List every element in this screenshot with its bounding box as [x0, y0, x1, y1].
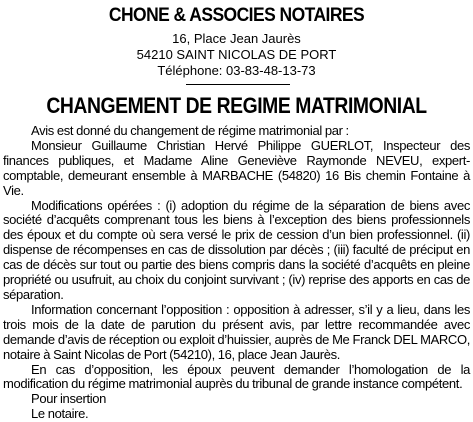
address-street: 16, Place Jean Jaurès — [172, 31, 301, 46]
notice-paragraph-homologation: En cas d’opposition, les époux peuvent demander l’homologation de la modification du régime matrimonial auprès du tribunal de grande instance compétent. — [3, 361, 470, 392]
header-divider — [186, 84, 290, 85]
address-city: 54210 SAINT NICOLAS DE PORT — [136, 47, 337, 62]
address-phone: Téléphone: 03-83-48-13-73 — [157, 63, 316, 78]
notary-office-name: CHONE & ASSOCIES NOTAIRES — [108, 5, 365, 26]
notice-body — [3, 124, 470, 422]
notice-headline: CHANGEMENT DE REGIME MATRIMONIAL — [46, 93, 427, 118]
notice-paragraph-intro: Avis est donné du changement de régime matrimonial par : — [31, 123, 349, 138]
notice-paragraph-parties: Monsieur Guillaume Christian Hervé Philippe GUERLOT, Inspecteur des finances publiques, et Madame Aline Geneviève Raymonde NEVEU, expert-comptable, demeurant ensemble à MARBACHE (54820) 16 Bis chemin Fontaine à Vie. — [3, 137, 470, 198]
closing-insertion: Pour insertion — [31, 391, 107, 407]
notice-paragraph-modifications: Modifications opérées : (i) adoption du régime de la séparation de biens avec société d’acquêts comprenant tous les biens à l’exception des biens professionnels des époux et du compte où sera versé le prix de cession d’un bien professionnel. (ii) dispense de récompenses en cas de dissolution par décès ; (iii) faculté de préciput en cas de décès sur tout ou partie des biens compris dans la société d’acquêts en pleine propriété ou usufruit, au choix du conjoint survivant ; (iv) reprise des apports en cas de séparation. — [3, 197, 470, 302]
notice-paragraph-opposition: Information concernant l’opposition : opposition à adresser, s’il y a lieu, dans les trois mois de la date de parution du présent avis, par lettre recommandée avec demande d’avis de réception ou exploit d’huissier, auprès de Me Franck DEL MARCO, notaire à Saint Nicolas de Port (54210), 16, place Jean Jaurès. — [3, 301, 470, 362]
closing-signature: Le notaire. — [31, 406, 89, 422]
notary-address-block — [0, 31, 473, 79]
